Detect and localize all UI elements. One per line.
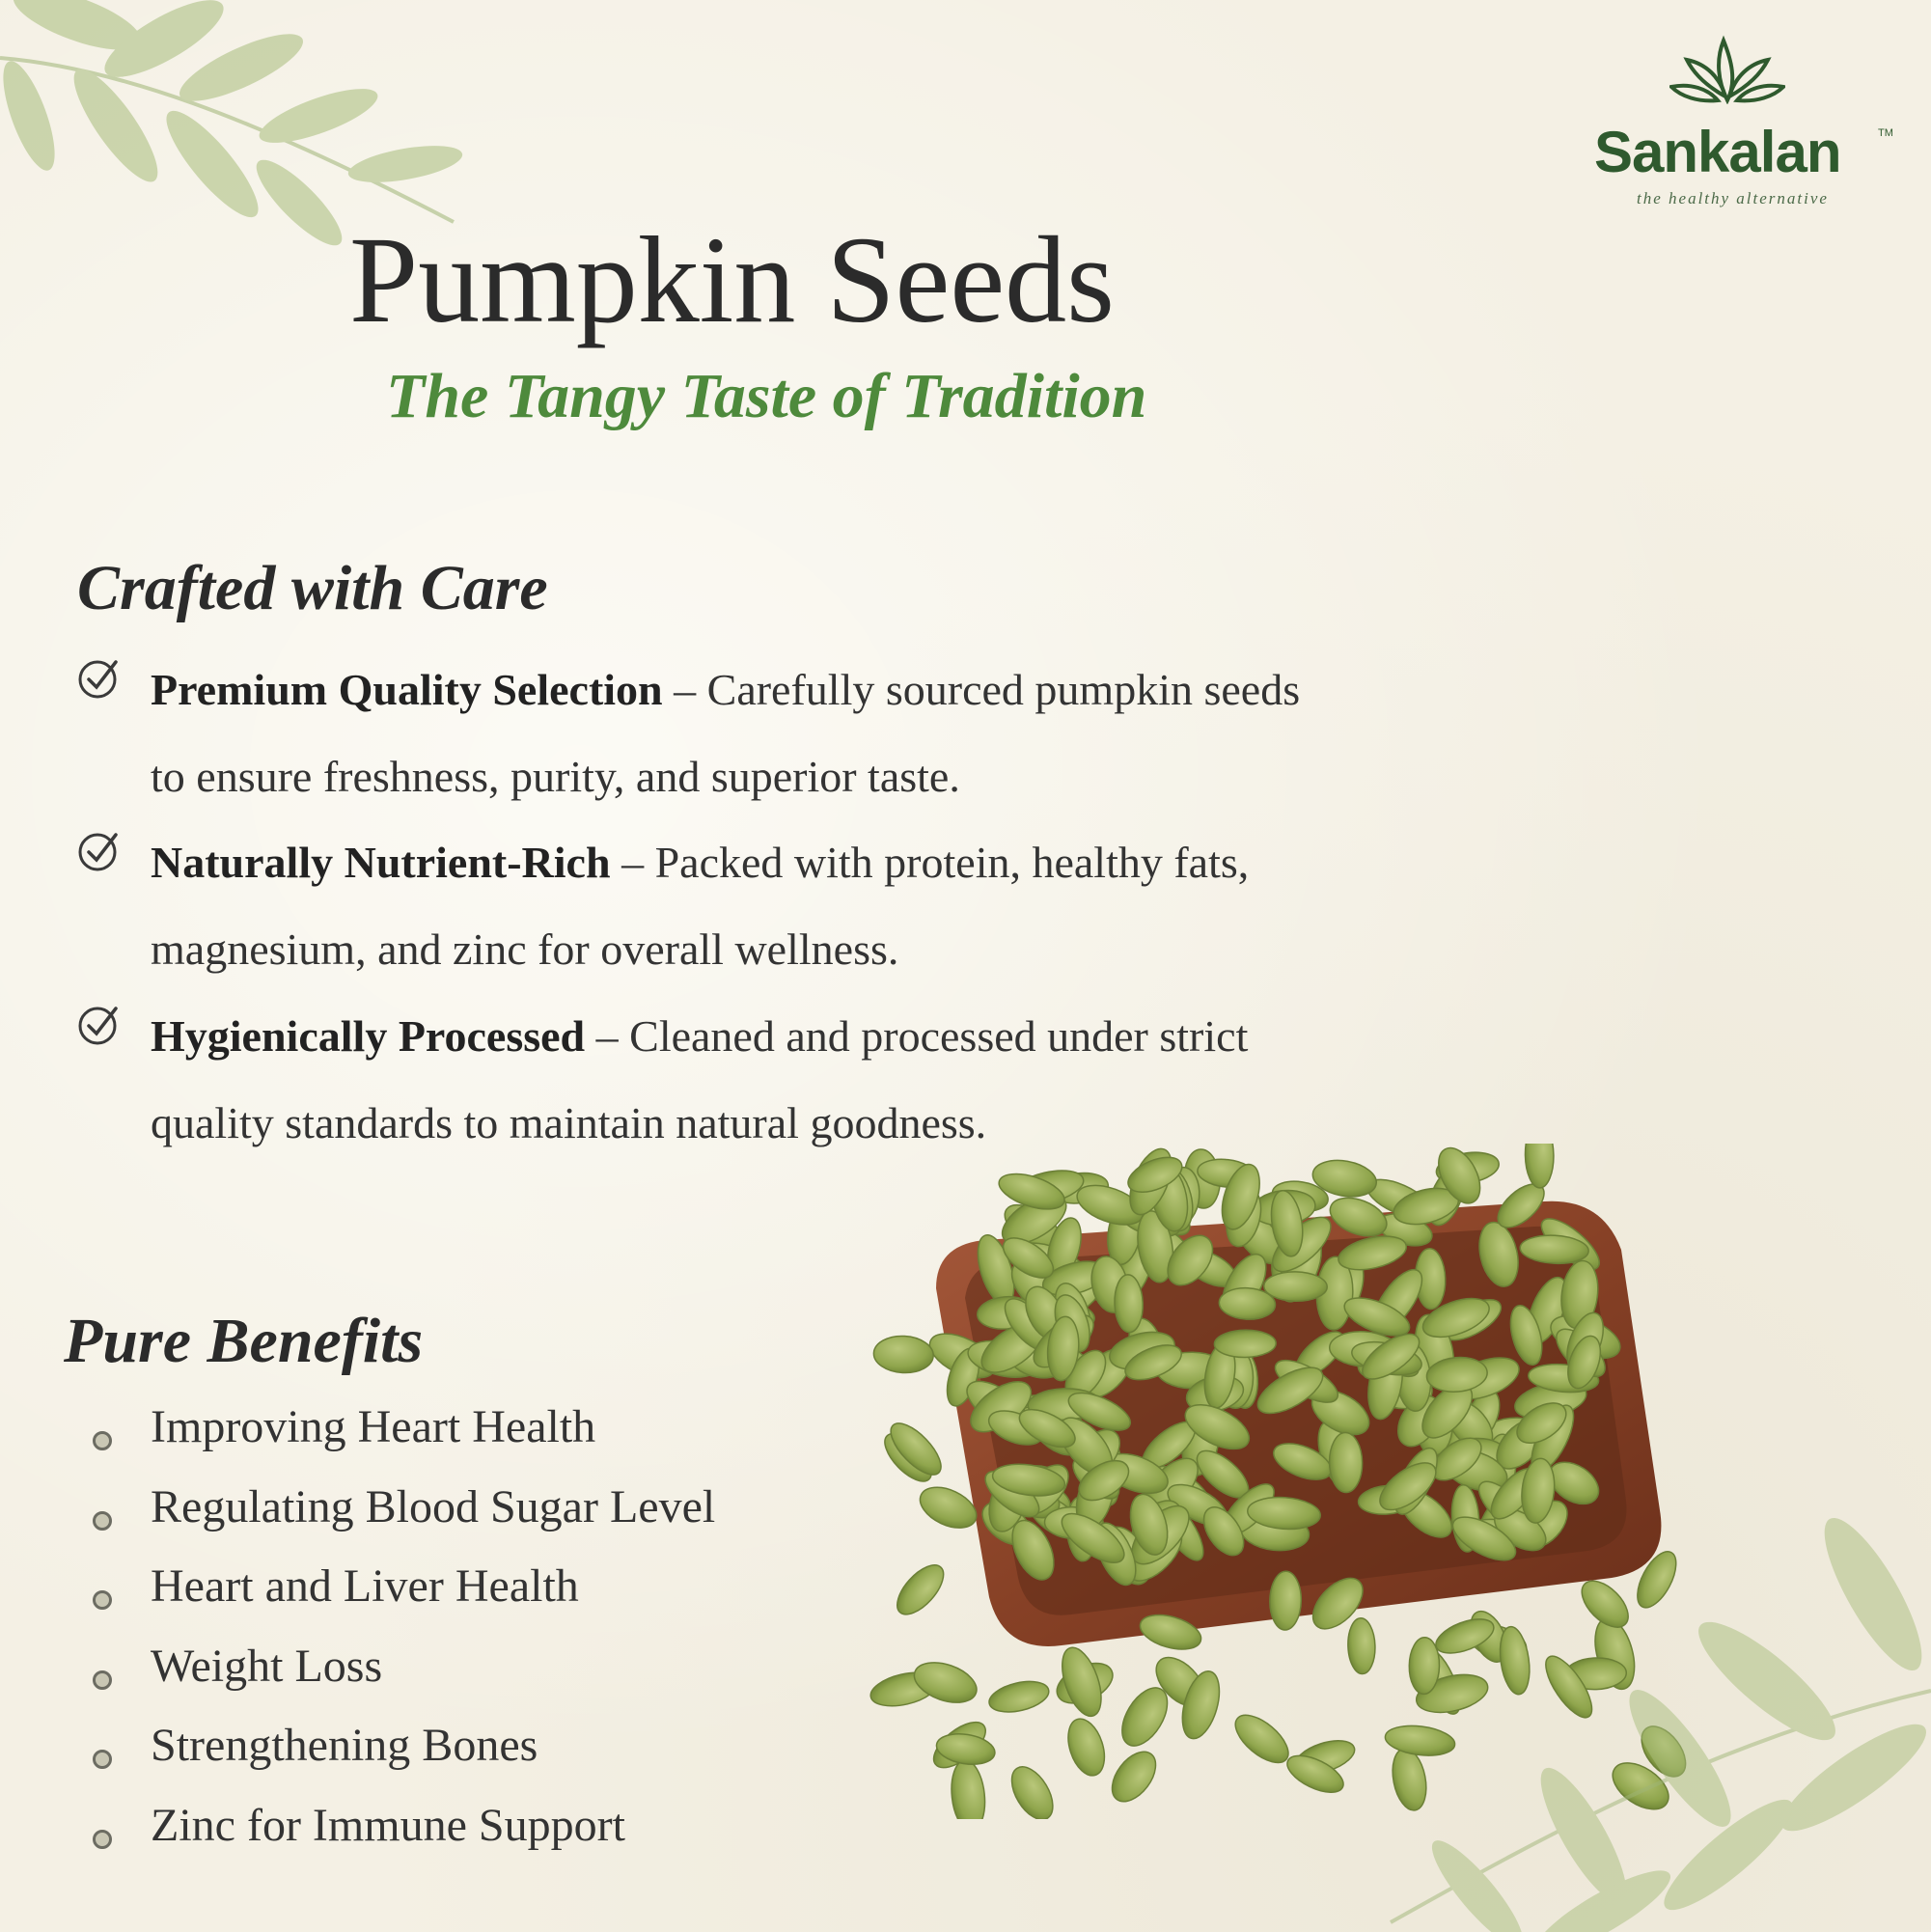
- benefit-text: Improving Heart Health: [151, 1401, 596, 1452]
- lotus-logo-icon: [1669, 35, 1785, 104]
- pumpkin-seed: [1525, 1144, 1555, 1188]
- pumpkin-seed: [889, 1558, 952, 1622]
- feature-text: [151, 993, 1502, 1167]
- feature-label: Hygienically Processed: [151, 1011, 586, 1061]
- feature-label: Naturally Nutrient-Rich: [151, 838, 611, 887]
- pumpkin-seed: [909, 1655, 981, 1710]
- feature-desc-line2: quality standards to maintain natural goodness.: [151, 1098, 987, 1147]
- leaf-branch-bottom-right: [1313, 1469, 1931, 1932]
- bullet-circle-icon: [93, 1670, 112, 1690]
- benefit-text: Weight Loss: [151, 1640, 383, 1692]
- feature-text: [151, 819, 1502, 993]
- feature-desc-line1: – Cleaned and processed under strict: [585, 1011, 1249, 1061]
- page-subtitle: The Tangy Taste of Tradition: [386, 361, 1147, 431]
- feature-desc-line2: to ensure freshness, purity, and superior taste.: [151, 752, 960, 801]
- benefits-heading: Pure Benefits: [64, 1306, 424, 1376]
- pumpkin-seed: [1228, 1706, 1296, 1771]
- bullet-circle-icon: [93, 1590, 112, 1610]
- bullet-circle-icon: [93, 1431, 112, 1450]
- pumpkin-seed: [1269, 1571, 1301, 1630]
- bullet-circle-icon: [93, 1830, 112, 1849]
- pumpkin-seed: [1264, 1271, 1328, 1302]
- benefit-text: Strengthening Bones: [151, 1720, 538, 1771]
- benefit-text: Heart and Liver Health: [151, 1560, 579, 1612]
- pumpkin-seed: [986, 1676, 1052, 1717]
- bullet-circle-icon: [93, 1750, 112, 1769]
- pumpkin-seed: [1004, 1760, 1062, 1819]
- feature-text: [151, 647, 1502, 820]
- trademark-mark: TM: [1878, 127, 1893, 139]
- bullet-circle-icon: [93, 1511, 112, 1531]
- feature-label: Premium Quality Selection: [151, 665, 663, 714]
- check-circle-icon: [77, 656, 122, 701]
- pumpkin-seed: [1214, 1330, 1276, 1358]
- pumpkin-seed: [1062, 1714, 1111, 1780]
- pumpkin-seed: [949, 1758, 988, 1819]
- page-title: Pumpkin Seeds: [349, 211, 1115, 348]
- pumpkin-seed: [1103, 1744, 1164, 1809]
- check-circle-icon: [77, 829, 122, 873]
- brand-logo: [1583, 35, 1901, 207]
- brand-name: Sankalan: [1594, 120, 1841, 184]
- benefit-text: Regulating Blood Sugar Level: [151, 1480, 716, 1532]
- check-circle-icon: [77, 1003, 122, 1047]
- feature-desc-line2: magnesium, and zinc for overall wellness.: [151, 925, 899, 974]
- crafted-heading: Crafted with Care: [77, 553, 548, 623]
- feature-desc-line1: – Carefully sourced pumpkin seeds: [662, 665, 1301, 714]
- brand-tagline: the healthy alternative: [1637, 189, 1829, 207]
- benefit-text: Zinc for Immune Support: [151, 1799, 625, 1851]
- feature-desc-line1: – Packed with protein, healthy fats,: [610, 838, 1250, 887]
- pumpkin-seed: [872, 1335, 934, 1374]
